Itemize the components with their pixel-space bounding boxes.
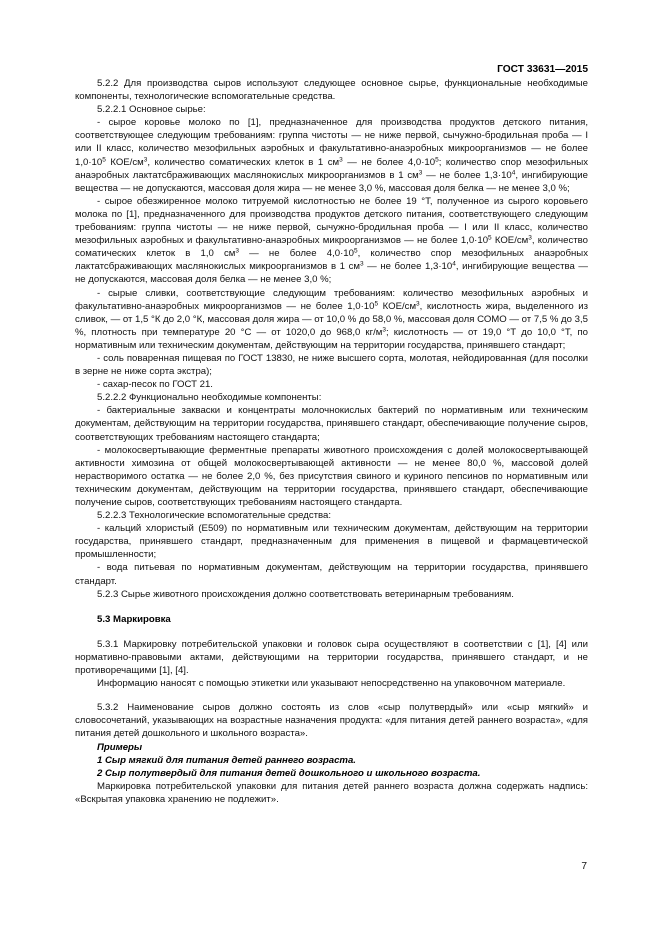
paragraph-5-3-1: 5.3.1 Маркировку потребительской упаковки и головок сыра осуществляют в соответствии с [1], [4] или нормативно-правовыми актами, действующими на территории государства, принявшего стандарт, и не противоречащими [1], [4]. [75, 638, 588, 677]
paragraph-info: Информацию наносят с помощью этикетки или указывают непосредственно на упаковочном материале. [97, 678, 566, 690]
item-starter-cultures: - бактериальные закваски и концентраты молочнокислых бактерий по нормативным или техническим документам, действующим на территории государства, принявшего стандарт, обеспечивающие получение сыров, соответствующих требованиям настоящего стандарта; [75, 405, 588, 443]
item-raw-cream: - сырые сливки, соответствующие следующим требованиям: количество мезофильных аэробных и факультативно-анаэробных микроорганизмов — не более $1,0\cdot 10^5$ КОЕ/$см^3$, кислотность жира, выделенного из сливок, — от 1,5 °К до 2,0 °К, массовая доля жира — от 10,0 % до 58,0 %, массовая доля СОМО — от 7,5 % до 3,5 %, плотность при температуре 20 °С — от 1020,0 до 968,0 $кг/м^3$; кислотность — от 19,0 °Т до 10,0 °Т, по нормативным или техническим документам, действующим на территории государства, принявшего стандарт; [75, 287, 588, 351]
document-id-header: ГОСТ 33631—2015 [497, 64, 588, 75]
item-enzymes: - молокосвертывающие ферментные препараты животного происхождения с долей молокосвертывающей активности химозина от общей молокосвертывающей активности — не менее 80,0 %, массовой долей нерастворимого остатка — не более 2,0 %, без присутствия свиного и куриного пепсинов по нормативным или техническим документам, действующим на территории государства, принявшего стандарт, обеспечивающие получение сыров, соответствующих требованиям настоящего стандарта. [75, 444, 588, 508]
paragraph-5-2-2-1: 5.2.2.1 Основное сырье: [97, 104, 206, 116]
example-2: 2 Сыр полутвердый для питания детей дошкольного и школьного возраста. [97, 767, 481, 779]
paragraph-5-2-3: 5.2.3 Сырье животного происхождения должно соответствовать ветеринарным требованиям. [97, 588, 514, 600]
paragraph-5-2-2-2: 5.2.2.2 Функционально необходимые компоненты: [97, 392, 322, 404]
example-1: 1 Сыр мягкий для питания детей раннего возраста. [97, 754, 356, 766]
item-skim-milk: - сырое обезжиренное молоко титруемой кислотностью не более 19 °Т, полученное из сырого коровьего молока по [1], предназначенного для производства продуктов детского питания, соответствующего следующим требованиям: группа чистоты — не ниже первой, сычужно-бродильная проба — I или II класс, количество мезофильных аэробных и факультативно-анаэробных микроорганизмов — не более $1,0\cdot 10^5$ КОЕ/$см^3$, количество соматических клеток в 1,0 $см^3$ — не более $4,0\cdot 10^5$, количество спор мезофильных анаэробных лактатсбраживающих маслянокислых микроорганизмов в 1 $см^3$ — не более $1,3\cdot 10^4$, ингибирующие вещества — не допускаются, массовая доля белка — не менее 3,0 %; [75, 195, 588, 286]
paragraph-5-2-2-3: 5.2.2.3 Технологические вспомогательные средства: [97, 510, 332, 522]
item-salt: - соль поваренная пищевая по ГОСТ 13830, не ниже высшего сорта, молотая, нейодированная (для посолки в зерне не ниже сорта экстра); [75, 352, 588, 378]
item-calcium-chloride: - кальций хлористый (Е509) по нормативным или техническим документам, действующим на территории государства, принявшего стандарт, предназначенным для применения в пищевой и фармацевтической промышленности; [75, 523, 588, 561]
item-raw-cow-milk: - сырое коровье молоко по [1], предназначенное для производства продуктов детского питания, соответствующее следующим требованиям: группа чистоты — не ниже первой, сычужно-бродильная проба — I или II класс, количество мезофильных аэробных и факультативно-анаэробных микроорганизмов — не более $1,0\cdot 10^5$ КОЕ/$см^3$, количество соматических клеток в 1 $см^3$ — не более $4,0\cdot 10^5$; количество спор мезофильных анаэробных лактатсбраживающих маслянокислых микроорганизмов в 1 $см^3$ — не более $1,3\cdot 10^4$, ингибирующие вещества — не допускаются, массовая доля жира — не менее 3,0 %, массовая доля белка — не менее 3,0 %; [75, 117, 589, 194]
paragraph-5-2-2: 5.2.2 Для производства сыров используют следующее основное сырье, функциональные необходимые компоненты, технологические вспомогательные средства. [75, 78, 588, 103]
item-drinking-water: - вода питьевая по нормативным документам, действующим на территории государства, принявшего стандарт. [75, 562, 588, 587]
document-body [75, 77, 588, 806]
examples-title: Примеры [97, 741, 143, 753]
page-number: 7 [581, 861, 587, 872]
section-heading-5-3: 5.3 Маркировка [97, 613, 171, 625]
paragraph-5-3-2: 5.3.2 Наименование сыров должно состоять из слов «сыр полутвердый» или «сыр мягкий» и словосочетаний, указывающих на возрастные назначения продукта: «для питания детей раннего возраста», «для питания детей дошкольного и школьного возраста». [75, 702, 588, 740]
item-sugar: - сахар-песок по ГОСТ 21. [97, 379, 213, 391]
paragraph-final: Маркировка потребительской упаковки для питания детей раннего возраста должна содержать надпись: «Вскрытая упаковка хранению не подлежит». [75, 780, 588, 805]
